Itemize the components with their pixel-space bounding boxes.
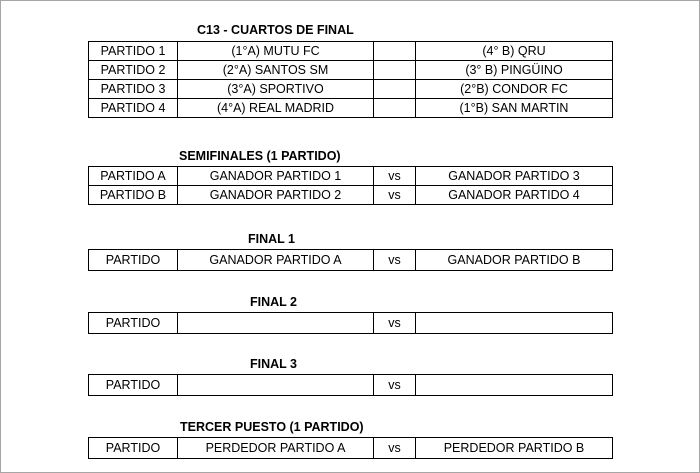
final1-title: FINAL 1 [248,232,295,246]
cuartos-title: C13 - CUARTOS DE FINAL [197,23,354,37]
final2-title: FINAL 2 [250,295,297,309]
final3-table [88,374,613,396]
vs-cell: vs [374,375,416,396]
final1-table [88,249,613,271]
partido-cell: PARTIDO 2 [89,61,178,80]
semifinales-table [88,166,613,205]
tercer-puesto-title: TERCER PUESTO (1 PARTIDO) [180,420,364,434]
table-row [89,438,613,459]
semifinales-title: SEMIFINALES (1 PARTIDO) [179,149,341,163]
vs-cell: vs [374,438,416,459]
cuartos-table [88,41,613,118]
local-cell [178,313,374,334]
final3-title: FINAL 3 [250,357,297,371]
visitante-cell: GANADOR PARTIDO B [416,250,613,271]
vs-cell [374,42,416,61]
visitante-cell: PERDEDOR PARTIDO B [416,438,613,459]
local-cell [178,375,374,396]
vs-cell: vs [374,250,416,271]
local-cell: (4°A) REAL MADRID [178,99,374,118]
vs-cell: vs [374,313,416,334]
partido-cell: PARTIDO 1 [89,42,178,61]
vs-cell [374,99,416,118]
visitante-cell [416,313,613,334]
partido-cell: PARTIDO [89,375,178,396]
local-cell: GANADOR PARTIDO A [178,250,374,271]
table-row [89,186,613,205]
table-row [89,313,613,334]
visitante-cell: GANADOR PARTIDO 3 [416,167,613,186]
partido-cell: PARTIDO B [89,186,178,205]
visitante-cell [416,375,613,396]
table-row [89,167,613,186]
visitante-cell: (2°B) CONDOR FC [416,80,613,99]
local-cell: GANADOR PARTIDO 2 [178,186,374,205]
local-cell: (3°A) SPORTIVO [178,80,374,99]
table-row [89,250,613,271]
partido-cell: PARTIDO [89,438,178,459]
local-cell: (2°A) SANTOS SM [178,61,374,80]
table-row [89,80,613,99]
visitante-cell: GANADOR PARTIDO 4 [416,186,613,205]
visitante-cell: (4° B) QRU [416,42,613,61]
table-row [89,99,613,118]
final2-table [88,312,613,334]
partido-cell: PARTIDO [89,250,178,271]
local-cell: PERDEDOR PARTIDO A [178,438,374,459]
table-row [89,42,613,61]
partido-cell: PARTIDO A [89,167,178,186]
vs-cell: vs [374,167,416,186]
visitante-cell: (3° B) PINGÜINO [416,61,613,80]
local-cell: GANADOR PARTIDO 1 [178,167,374,186]
vs-cell [374,61,416,80]
visitante-cell: (1°B) SAN MARTIN [416,99,613,118]
table-row [89,61,613,80]
partido-cell: PARTIDO 4 [89,99,178,118]
vs-cell [374,80,416,99]
local-cell: (1°A) MUTU FC [178,42,374,61]
partido-cell: PARTIDO 3 [89,80,178,99]
tercer-puesto-table [88,437,613,459]
partido-cell: PARTIDO [89,313,178,334]
vs-cell: vs [374,186,416,205]
table-row [89,375,613,396]
